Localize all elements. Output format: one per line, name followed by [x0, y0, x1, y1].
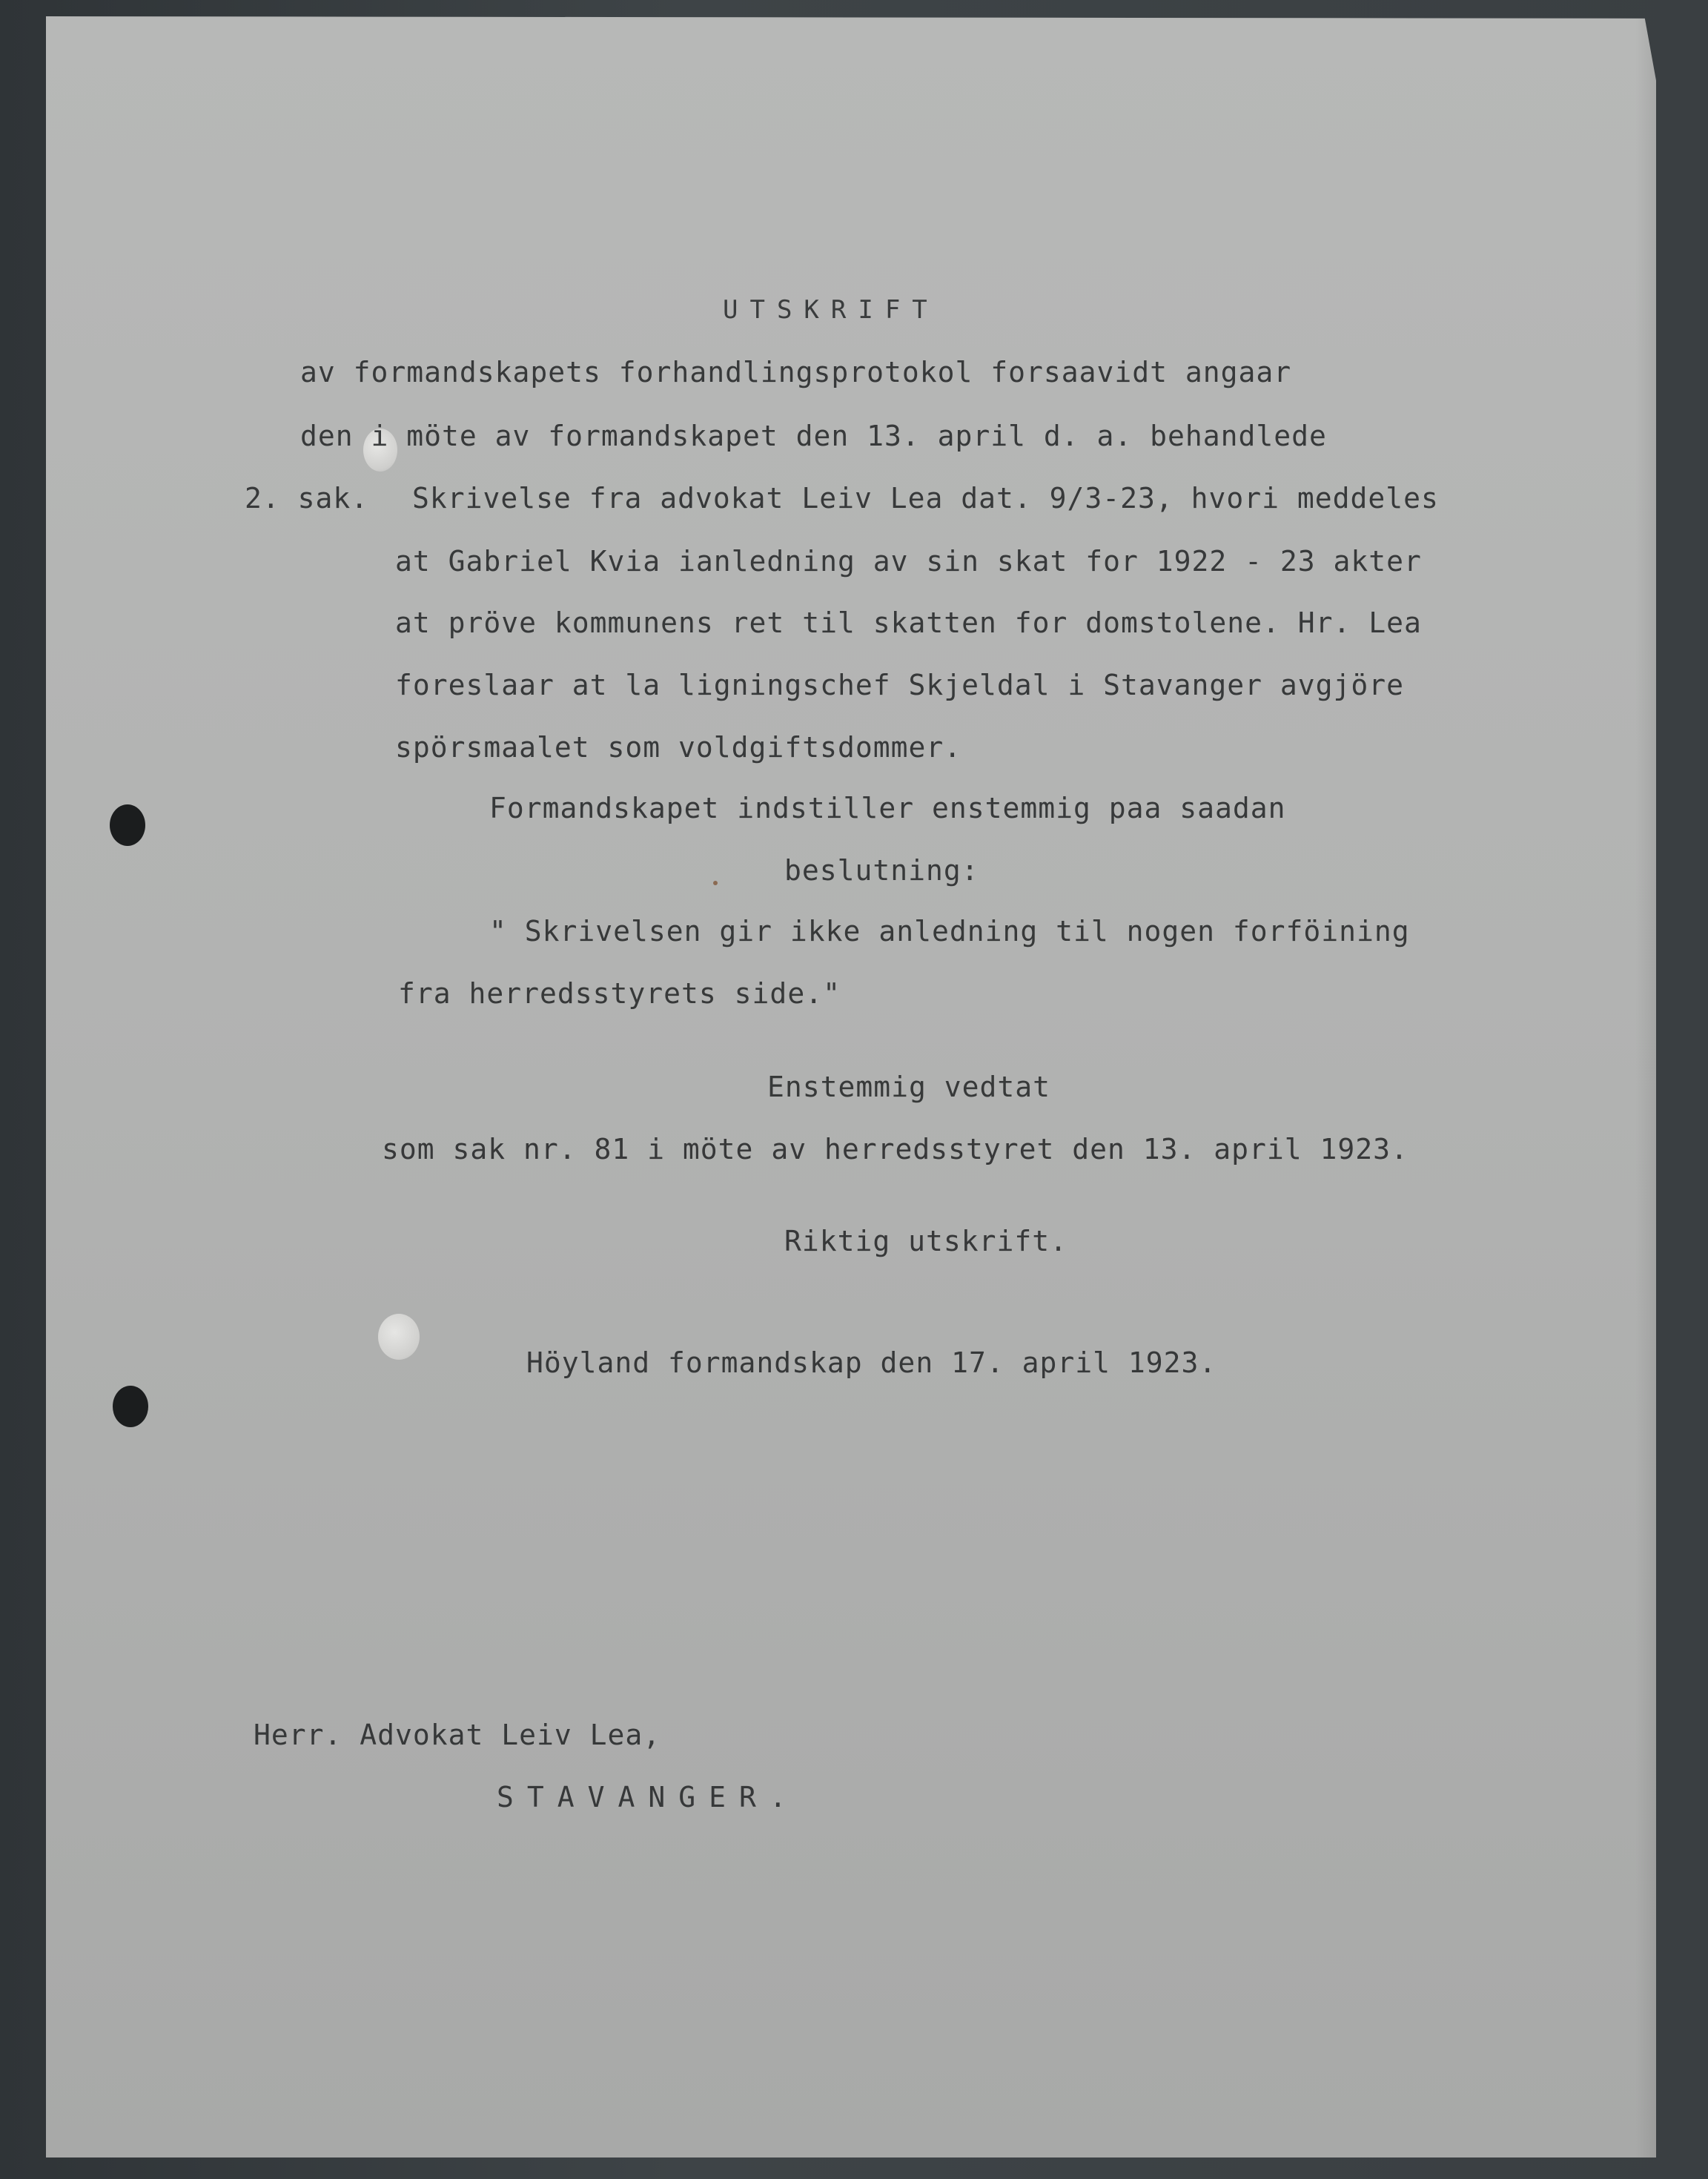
adopted-line-1: Enstemmig vedtat	[767, 1071, 1051, 1103]
punch-hole-upper	[110, 804, 145, 846]
punch-hole-lower	[113, 1386, 148, 1427]
body-line-4: foreslaar at la ligningschef Skjeldal i Stavanger avgjöre	[395, 669, 1405, 701]
recipient-city: STAVANGER.	[497, 1781, 800, 1813]
resolution-line-1: " Skrivelsen gir ikke anledning til nogen forföining	[489, 915, 1410, 948]
reinforcement-sticker-lower	[378, 1314, 420, 1360]
case-number: 2. sak.	[245, 482, 369, 515]
recipient-line: Herr. Advokat Leiv Lea,	[254, 1719, 661, 1751]
page-edge-shadow	[1635, 16, 1656, 2157]
paper-fleck	[713, 881, 718, 885]
body-line-2: at Gabriel Kvia ianledning av sin skat for 1922 - 23 akter	[395, 545, 1422, 578]
body-line-1: Skrivelse fra advokat Leiv Lea dat. 9/3-23, hvori meddeles	[412, 482, 1439, 515]
body-line-5: spörsmaalet som voldgiftsdommer.	[395, 731, 962, 764]
intro-line-2: den i möte av formandskapet den 13. april d. a. behandlede	[300, 420, 1327, 452]
body-line-3: at pröve kommunens ret til skatten for domstolene. Hr. Lea	[395, 606, 1422, 639]
document-title: UTSKRIFT	[723, 295, 939, 325]
resolution-line-2: fra herredsstyrets side."	[398, 977, 841, 1010]
intro-line-1: av formandskapets forhandlingsprotokol forsaavidt angaar	[300, 356, 1292, 388]
adopted-line-2: som sak nr. 81 i möte av herredsstyret den 13. april 1923.	[382, 1133, 1409, 1165]
recommendation-line-2: beslutning:	[784, 854, 979, 887]
recommendation-line-1: Formandskapet indstiller enstemmig paa saadan	[489, 792, 1286, 824]
place-date-line: Höyland formandskap den 17. april 1923.	[526, 1346, 1217, 1379]
certified-line: Riktig utskrift.	[784, 1225, 1068, 1257]
